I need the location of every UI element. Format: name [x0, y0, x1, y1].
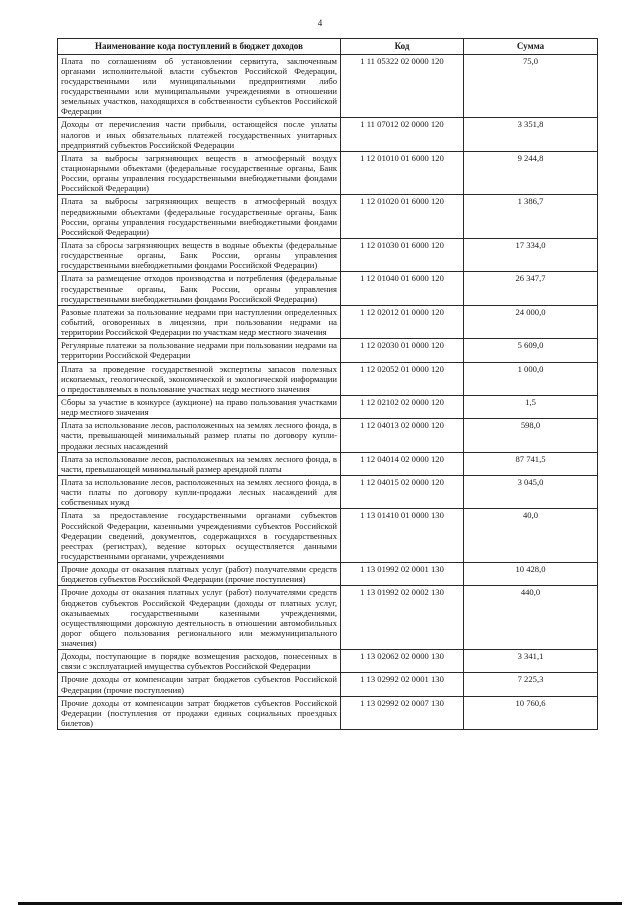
- row-name-cell: Плата за использование лесов, расположенных на землях лесного фонда, в части, превышающей минимальный размер арендной платы: [58, 452, 341, 475]
- row-code-cell: 1 12 01030 01 6000 120: [341, 239, 464, 272]
- row-name-cell: Доходы от перечисления части прибыли, остающейся после уплаты налогов и иных обязательных платежей государственных унитарных предприятий субъектов Российской Федерации: [58, 118, 341, 151]
- table-row: [58, 305, 598, 338]
- row-sum-cell: 10 428,0: [464, 563, 598, 586]
- row-code-cell: 1 13 01992 02 0001 130: [341, 563, 464, 586]
- header-code: Код: [341, 39, 464, 55]
- row-name-cell: Плата за проведение государственной экспертизы запасов полезных ископаемых, геологической, экономической и экологической информации о предоставляемых в пользование участках недр местного значения: [58, 362, 341, 395]
- row-code-cell: 1 13 02992 02 0001 130: [341, 673, 464, 696]
- table-body: [58, 54, 598, 730]
- row-code-cell: 1 13 02992 02 0007 130: [341, 696, 464, 729]
- row-sum-cell: 24 000,0: [464, 305, 598, 338]
- row-name-cell: Плата по соглашениям об установлении сервитута, заключенным органами исполнительной власти субъектов Российской Федерации, государственными или муниципальными предприятиями либо государственными или муниципальными учреждениями в отношении земельных участков, находящихся в собственности субъектов Российской Федерации: [58, 54, 341, 118]
- row-name-cell: Прочие доходы от компенсации затрат бюджетов субъектов Российской Федерации (прочие поступления): [58, 673, 341, 696]
- row-name-cell: Плата за использование лесов, расположенных на землях лесного фонда, в части платы по договору купли-продажи лесных насаждений для собственных нужд: [58, 475, 341, 508]
- row-name-cell: Доходы, поступающие в порядке возмещения расходов, понесенных в связи с эксплуатацией имущества субъектов Российской Федерации: [58, 650, 341, 673]
- row-sum-cell: 9 244,8: [464, 151, 598, 195]
- row-code-cell: 1 12 02102 02 0000 120: [341, 395, 464, 418]
- row-name-cell: Сборы за участие в конкурсе (аукционе) на право пользования участками недр местного значения: [58, 395, 341, 418]
- table-row: [58, 362, 598, 395]
- table-row: [58, 419, 598, 452]
- row-name-cell: Прочие доходы от оказания платных услуг (работ) получателями средств бюджетов субъектов Российской Федерации (прочие поступления): [58, 563, 341, 586]
- budget-revenue-table: [57, 38, 598, 730]
- row-sum-cell: 3 351,8: [464, 118, 598, 151]
- row-name-cell: Регулярные платежи за пользование недрами при пользовании недрами на территории Российской Федерации: [58, 339, 341, 362]
- table-row: [58, 118, 598, 151]
- row-sum-cell: 17 334,0: [464, 239, 598, 272]
- row-code-cell: 1 11 07012 02 0000 120: [341, 118, 464, 151]
- row-code-cell: 1 13 02062 02 0000 130: [341, 650, 464, 673]
- row-code-cell: 1 12 04013 02 0000 120: [341, 419, 464, 452]
- row-code-cell: 1 12 02030 01 0000 120: [341, 339, 464, 362]
- table-row: [58, 696, 598, 729]
- table-row: [58, 239, 598, 272]
- table-row: [58, 395, 598, 418]
- table-row: [58, 650, 598, 673]
- row-code-cell: 1 12 01040 01 6000 120: [341, 272, 464, 305]
- row-sum-cell: 3 045,0: [464, 475, 598, 508]
- row-name-cell: Прочие доходы от оказания платных услуг (работ) получателями средств бюджетов субъектов Российской Федерации (доходы от платных услуг, оказываемых государственными казенными учреждениями, осуществляющими дорожную деятельность в отношении автомобильных дорог общего пользования регионального или межмуниципального значения): [58, 586, 341, 650]
- row-code-cell: 1 13 01410 01 0000 130: [341, 509, 464, 563]
- row-sum-cell: 26 347,7: [464, 272, 598, 305]
- row-sum-cell: 7 225,3: [464, 673, 598, 696]
- row-name-cell: Разовые платежи за пользование недрами при наступлении определенных событий, оговоренных в лицензии, при пользовании недрами на территории Российской Федерации по участкам недр местного значения: [58, 305, 341, 338]
- row-name-cell: Плата за размещение отходов производства и потребления (федеральные государственные органы, Банк России, органы управления государственными внебюджетными фондами Российской Федерации): [58, 272, 341, 305]
- header-sum: Сумма: [464, 39, 598, 55]
- row-sum-cell: 598,0: [464, 419, 598, 452]
- row-sum-cell: 440,0: [464, 586, 598, 650]
- row-sum-cell: 1 000,0: [464, 362, 598, 395]
- row-name-cell: Плата за предоставление государственными органами субъектов Российской Федерации, казенными учреждениями субъектов Российской Федерации сведений, документов, содержащихся в государственных реестрах (регистрах), ведение которых осуществляется данными государственными органами, учреждениями: [58, 509, 341, 563]
- row-sum-cell: 3 341,1: [464, 650, 598, 673]
- table-row: [58, 195, 598, 239]
- table-row: [58, 54, 598, 118]
- table-row: [58, 509, 598, 563]
- row-code-cell: 1 12 01020 01 6000 120: [341, 195, 464, 239]
- row-sum-cell: 75,0: [464, 54, 598, 118]
- row-code-cell: 1 13 01992 02 0002 130: [341, 586, 464, 650]
- row-code-cell: 1 12 01010 01 6000 120: [341, 151, 464, 195]
- table-row: [58, 586, 598, 650]
- table-row: [58, 475, 598, 508]
- row-sum-cell: 5 609,0: [464, 339, 598, 362]
- table-row: [58, 563, 598, 586]
- row-name-cell: Плата за выбросы загрязняющих веществ в атмосферный воздух передвижными объектами (федеральные государственные органы, Банк России, органы управления государственными внебюджетными фондами Российской Федерации): [58, 195, 341, 239]
- row-name-cell: Плата за выбросы загрязняющих веществ в атмосферный воздух стационарными объектами (федеральные государственные органы, Банк России, органы управления государственными внебюджетными фондами Российской Федерации): [58, 151, 341, 195]
- row-sum-cell: 87 741,5: [464, 452, 598, 475]
- row-sum-cell: 40,0: [464, 509, 598, 563]
- row-code-cell: 1 11 05322 02 0000 120: [341, 54, 464, 118]
- table-row: [58, 673, 598, 696]
- row-sum-cell: 10 760,6: [464, 696, 598, 729]
- row-name-cell: Прочие доходы от компенсации затрат бюджетов субъектов Российской Федерации (поступления от продажи единых социальных проездных билетов): [58, 696, 341, 729]
- row-code-cell: 1 12 04014 02 0000 120: [341, 452, 464, 475]
- page-number: 4: [317, 18, 323, 28]
- row-name-cell: Плата за использование лесов, расположенных на землях лесного фонда, в части, превышающей минимальный размер платы по договору купли-продажи лесных насаждений: [58, 419, 341, 452]
- row-code-cell: 1 12 02012 01 0000 120: [341, 305, 464, 338]
- table-row: [58, 452, 598, 475]
- header-name: Наименование кода поступлений в бюджет доходов: [58, 39, 341, 55]
- table-row: [58, 339, 598, 362]
- table-row: [58, 272, 598, 305]
- row-sum-cell: 1,5: [464, 395, 598, 418]
- row-sum-cell: 1 386,7: [464, 195, 598, 239]
- table-header-row: [58, 39, 598, 55]
- row-name-cell: Плата за сбросы загрязняющих веществ в водные объекты (федеральные государственные органы, Банк России, органы управления государственными внебюджетными фондами Российской Федерации): [58, 239, 341, 272]
- row-code-cell: 1 12 04015 02 0000 120: [341, 475, 464, 508]
- table-row: [58, 151, 598, 195]
- row-code-cell: 1 12 02052 01 0000 120: [341, 362, 464, 395]
